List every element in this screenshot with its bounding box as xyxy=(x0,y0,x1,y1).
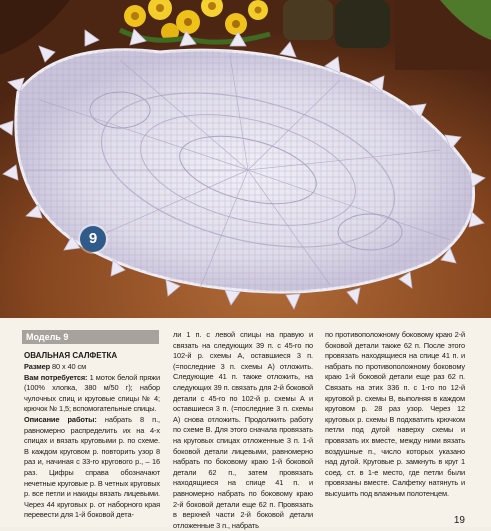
model-label: Модель 9 xyxy=(22,330,159,344)
description-text-1: набрать 8 п., равномерно распределить их на 4-х спицах и вязать круговыми р. по схеме. В каждом круговом р. повторить узор 8 раз и, начиная с 33-го кругового р., – 16 раз. Цифры справа обозначают нечетные круговые р. В четных круговых р. все петли и накиды вязать лицевыми. Через 44 круговых р. от наборного края перевести для 1-й боковой дета- xyxy=(24,414,160,520)
description-text-2: ли 1 п. с левой спицы на правую и связать на следующих 39 п. с 45-го по 102-й р. схемы А, оставшиеся 3 п. (=последние 3 п. схемы А) отложить. Следующие 41 п. также отложить, на следующих 39 п. связать для 2-й боковой детали с 45-го по 102-й р. схемы А и оставшиеся 3 п. (=последние 3 п. схемы А) снова отложить. Продолжить работу по схеме В. Для этого сначала провязать на круговых спицах отложенные 3 п. 1-й боковой детали лицевыми, равномерно набрать по боковому краю 1-й боковой детали 62 п., затем провязать находящиеся на спице 41 п. и равномерно набрать по боковому краю 2-й боковой детали еще 62 п. Провязать в верхней части 2-й боковой детали отложенные 3 п., набрать xyxy=(173,330,313,530)
description-text-3: по противоположному боковому краю 2-й боковой детали также 62 п. После этого провязать находящиеся на спице 41 п. и набрать по противоположному боковому краю 1-й боковой детали еще раз 62 п. Связать на этих 336 п. с 1-го по 12-й круговой р. схемы В, выполняя в каждом круговом р. 28 раз узор. Через 12 круговых р. схемы В подхватить крючком петли под дугой наверху схемы и провязать их вместе, между ними вязать воздушные п., число которых указано над дугой. Круговые р. замкнуть в круг 1 соед. ст. в 1-е место, где петли были провязаны вместе. Салфетку натянуть и высушить под влажным полотенцем. xyxy=(325,330,465,498)
article-title: ОВАЛЬНАЯ САЛФЕТКА xyxy=(24,351,118,360)
materials-text: 1 моток белой пряжи (100% хлопка, 380 м/50 г); набор чулочных спиц и круговые спицы № 4; крючок № 1,5; вспомогательные спицы. xyxy=(24,372,160,414)
text-column-1 xyxy=(24,362,160,521)
description-label: Описание работы: xyxy=(24,414,97,424)
text-column-2 xyxy=(173,330,313,531)
jar xyxy=(335,0,390,48)
bottle xyxy=(283,0,333,40)
article xyxy=(0,318,491,530)
text-column-3 xyxy=(325,330,465,500)
size-value: 80 х 40 см xyxy=(51,362,87,371)
materials-label: Вам потребуется: xyxy=(24,372,88,382)
model-number-badge: 9 xyxy=(80,226,106,252)
page-number: 19 xyxy=(453,515,465,526)
size-label: Размер xyxy=(24,362,51,371)
